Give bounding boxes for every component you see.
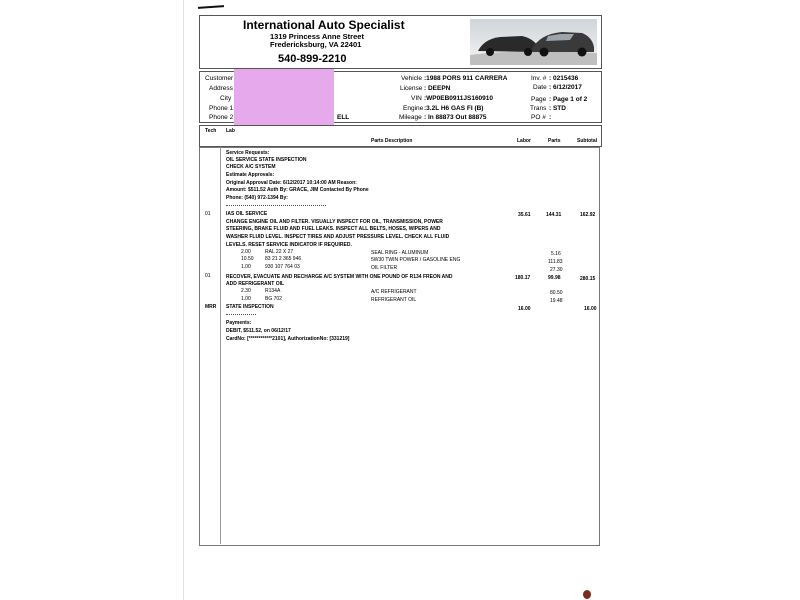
line-tech: MRR xyxy=(205,304,217,310)
col-subtotal: Subtotal xyxy=(577,138,597,144)
service-request-item: OIL SERVICE STATE INSPECTION xyxy=(226,157,307,163)
scan-edge-line xyxy=(183,0,184,600)
line-parts: 144.31 xyxy=(546,212,562,218)
col-tech: Tech xyxy=(205,128,217,134)
vin-value: :WP0EB0911JS160910 xyxy=(424,95,494,102)
trans-label: Trans xyxy=(530,105,547,112)
shop-address-line1: 1319 Princess Anne Street xyxy=(270,32,364,41)
po-label: PO # xyxy=(531,114,546,121)
shop-phone: 540-899-2210 xyxy=(278,53,347,65)
line-title: RECOVER, EVACUATE AND RECHARGE A/C SYSTEM WITH ONE POUND OF R134 FREON AND xyxy=(226,274,453,280)
part-number: 83 21 2 365 946 xyxy=(265,256,302,262)
line-description: STEERING, BRAKE FLUID AND FUEL LEAKS. INSPECT ALL BELTS, HOSES, WIPERS AND xyxy=(226,226,441,232)
vehicle-value: :1988 PORS 911 CARRERA xyxy=(424,75,508,82)
payment-line: DEBIT, $511.52, on 06/12/17 xyxy=(226,328,291,334)
approval-line: Original Approval Date: 6/12/2017 10:14:00 AM Reason: xyxy=(226,180,357,186)
payments-heading: Payments: xyxy=(226,320,252,326)
engine-value: :3.2L H6 GAS FI (B) xyxy=(424,105,484,112)
part-price: 111.83 xyxy=(548,259,563,265)
part-description: A/C REFRIGERANT xyxy=(371,289,417,295)
page-value: : Page 1 of 2 xyxy=(549,96,588,103)
approval-line: Phone: (540) 972-1394 By: xyxy=(226,195,288,201)
col-parts: Parts xyxy=(548,138,561,144)
date-label: Date xyxy=(533,84,547,91)
line-items-body xyxy=(199,147,600,546)
col-labor: Labor xyxy=(517,138,531,144)
customer-redaction xyxy=(234,69,334,126)
payments-separator xyxy=(226,314,256,315)
part-description: REFRIGERANT OIL xyxy=(371,297,417,303)
part-number: RAL 22 X 27 xyxy=(265,249,294,255)
customer-label: Customer xyxy=(205,75,234,82)
part-price: 5.16 xyxy=(551,251,561,257)
col-parts-description: Parts Description xyxy=(371,138,413,144)
mileage-label: Mileage xyxy=(399,114,422,121)
line-description: ADD REFRIGERANT OIL xyxy=(226,281,285,287)
line-tech: 01 xyxy=(205,211,211,217)
line-subtotal: 280.15 xyxy=(580,276,596,282)
license-value: : DEEPN xyxy=(424,85,451,92)
line-title: STATE INSPECTION xyxy=(226,304,274,310)
shop-name: International Auto Specialist xyxy=(243,18,405,32)
part-number: R134A xyxy=(265,288,281,294)
invoice-number-value: : 0215436 xyxy=(549,75,579,82)
part-qty: 1.00 xyxy=(241,296,251,302)
phone2-value: ELL xyxy=(337,114,350,121)
line-labor: 16.00 xyxy=(518,306,531,312)
line-description: CHANGE ENGINE OIL AND FILTER. VISUALLY INSPECT FOR OIL, TRANSMISSION, POWER xyxy=(226,219,443,225)
approval-line: Amount: $511.52 Auth By: GRACE, JIM Contacted By Phone xyxy=(226,187,369,193)
cars-banner-image xyxy=(470,19,597,65)
estimate-approvals-heading: Estimate Approvals: xyxy=(226,172,275,178)
part-price: 27.30 xyxy=(550,267,563,273)
part-description: OIL FILTER xyxy=(371,265,398,271)
mileage-value: : In 88873 Out 88875 xyxy=(424,114,487,121)
part-price: 80.50 xyxy=(550,290,563,296)
part-qty: 1.00 xyxy=(241,264,251,270)
line-description: WASHER FLUID LEVEL. INSPECT TIRES AND ADJUST PRESSURE LEVEL. CHECK ALL FLUID xyxy=(226,234,450,240)
license-label: License xyxy=(400,85,423,92)
address-label: Address xyxy=(209,85,233,92)
page-label: Page xyxy=(531,96,547,103)
part-description: SEAL RING - ALUMINUM xyxy=(371,250,429,256)
date-value: : 6/12/2017 xyxy=(549,84,582,91)
scan-spot xyxy=(583,590,591,599)
vin-label: VIN xyxy=(411,95,422,102)
part-price: 19.48 xyxy=(550,298,563,304)
tech-column-divider xyxy=(220,147,221,544)
line-labor: 35.61 xyxy=(518,212,531,218)
invoice-number-label: Inv. # xyxy=(531,75,547,82)
line-tech: 01 xyxy=(205,273,211,279)
service-request-item: CHECK A/C SYSTEM xyxy=(226,164,276,170)
part-qty: 10.50 xyxy=(241,256,254,262)
service-requests-heading: Service Requests: xyxy=(226,150,270,156)
part-number: BG 702 xyxy=(265,296,282,302)
line-title: IAS OIL SERVICE xyxy=(226,211,268,217)
engine-label: Engine xyxy=(403,105,424,112)
payment-card-line: CardNo: [************2101], AuthorizationNo: [331219] xyxy=(226,336,350,342)
line-description: LEVELS. RESET SERVICE INDICATOR IF REQUIRED. xyxy=(226,242,352,248)
phone1-label: Phone 1 xyxy=(209,105,234,112)
scan-mark xyxy=(198,5,224,9)
city-label: City xyxy=(220,95,232,102)
trans-value: : STD xyxy=(549,105,566,112)
part-qty: 2.00 xyxy=(241,249,251,255)
part-qty: 2.30 xyxy=(241,288,251,294)
po-value: : xyxy=(549,114,552,121)
phone2-label: Phone 2 xyxy=(209,114,234,121)
line-subtotal: 162.92 xyxy=(580,212,596,218)
approval-separator xyxy=(226,205,326,206)
vehicle-label: Vehicle xyxy=(401,75,422,82)
line-parts: 99.98 xyxy=(548,275,561,281)
part-description: 5W30 TWIN POWER / GASOLINE ENG xyxy=(371,257,461,263)
col-labor-description: Lab xyxy=(226,128,235,134)
part-number: 930 107 764 03 xyxy=(265,264,300,270)
shop-address xyxy=(270,33,364,49)
shop-address-line2: Fredericksburg, VA 22401 xyxy=(270,40,362,49)
line-labor: 180.17 xyxy=(515,275,531,281)
line-subtotal: 16.00 xyxy=(584,306,597,312)
